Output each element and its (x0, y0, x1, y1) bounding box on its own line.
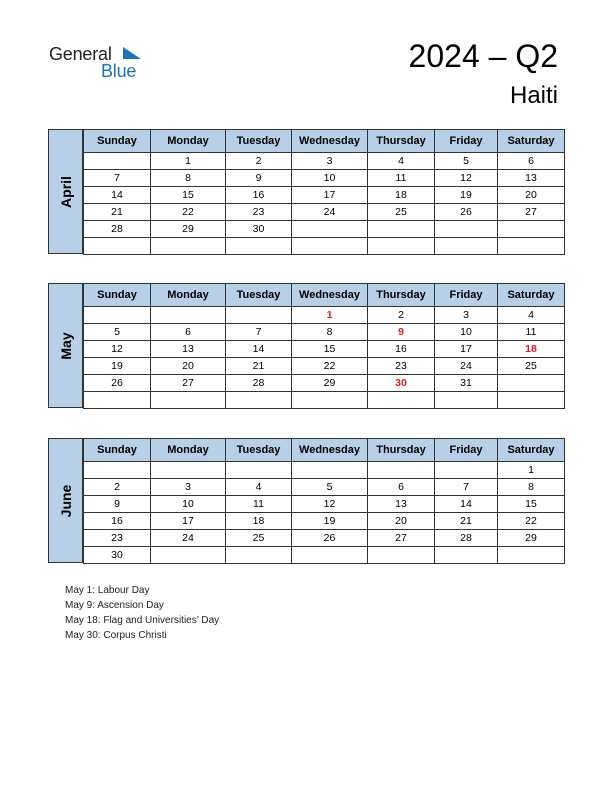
day-cell: 31 (435, 375, 498, 392)
day-cell: 7 (84, 170, 151, 187)
week-row (84, 358, 565, 375)
day-cell: 13 (498, 170, 565, 187)
day-cell: 19 (435, 187, 498, 204)
day-cell (498, 392, 565, 409)
day-cell: 4 (368, 153, 435, 170)
day-cell: 21 (435, 513, 498, 530)
day-cell: 25 (498, 358, 565, 375)
weekday-header: Monday (151, 130, 226, 153)
day-cell (498, 221, 565, 238)
page-title: 2024 – Q2 (408, 38, 558, 74)
generalblue-logo (49, 44, 149, 84)
weekday-header: Thursday (368, 439, 435, 462)
day-cell: 20 (151, 358, 226, 375)
week-row (84, 513, 565, 530)
month-label: April (57, 175, 74, 208)
day-cell: 30 (226, 221, 292, 238)
day-cell (292, 392, 368, 409)
day-cell: 14 (84, 187, 151, 204)
day-cell: 11 (368, 170, 435, 187)
day-cell: 4 (498, 307, 565, 324)
day-cell: 23 (226, 204, 292, 221)
day-cell: 5 (84, 324, 151, 341)
holiday-note: May 9: Ascension Day (65, 600, 164, 611)
weekday-header: Thursday (368, 284, 435, 307)
day-cell (292, 221, 368, 238)
day-cell: 7 (435, 479, 498, 496)
week-row (84, 187, 565, 204)
weekday-header: Tuesday (226, 130, 292, 153)
week-row (84, 204, 565, 221)
day-cell: 1 (151, 153, 226, 170)
day-cell (368, 547, 435, 564)
day-cell: 22 (151, 204, 226, 221)
day-cell: 22 (292, 358, 368, 375)
day-cell: 9 (226, 170, 292, 187)
day-cell: 24 (151, 530, 226, 547)
month-label: May (57, 331, 74, 360)
day-cell (498, 238, 565, 255)
day-cell (84, 153, 151, 170)
day-cell: 2 (84, 479, 151, 496)
day-cell: 27 (498, 204, 565, 221)
day-cell: 10 (435, 324, 498, 341)
day-cell: 15 (498, 496, 565, 513)
day-cell (151, 307, 226, 324)
month-april (48, 129, 564, 255)
day-cell: 15 (292, 341, 368, 358)
week-row (84, 341, 565, 358)
week-row (84, 221, 565, 238)
day-cell: 3 (292, 153, 368, 170)
day-cell: 21 (84, 204, 151, 221)
day-cell: 14 (226, 341, 292, 358)
day-cell (368, 392, 435, 409)
week-row (84, 547, 565, 564)
day-cell: 28 (226, 375, 292, 392)
day-cell (435, 392, 498, 409)
day-cell (292, 547, 368, 564)
day-cell: 29 (498, 530, 565, 547)
day-cell (368, 462, 435, 479)
logo-blue-text: Blue (101, 61, 137, 81)
day-cell (151, 462, 226, 479)
day-cell (226, 392, 292, 409)
weekday-header: Wednesday (292, 130, 368, 153)
holiday-notes (65, 583, 219, 643)
day-cell: 20 (368, 513, 435, 530)
day-cell: 26 (292, 530, 368, 547)
day-cell (226, 547, 292, 564)
holiday-note: May 30: Corpus Christi (65, 630, 167, 641)
day-cell (151, 547, 226, 564)
day-cell (368, 221, 435, 238)
weekday-header: Sunday (84, 439, 151, 462)
day-cell (435, 221, 498, 238)
day-cell: 19 (84, 358, 151, 375)
weekday-header: Friday (435, 284, 498, 307)
day-cell: 16 (84, 513, 151, 530)
day-cell (498, 375, 565, 392)
week-row (84, 496, 565, 513)
calendar-table (83, 283, 565, 409)
day-cell: 11 (498, 324, 565, 341)
day-cell: 15 (151, 187, 226, 204)
weekday-header: Saturday (498, 439, 565, 462)
day-cell: 12 (292, 496, 368, 513)
day-cell (435, 238, 498, 255)
day-cell: 9 (368, 324, 435, 341)
country-name: Haiti (509, 82, 558, 109)
day-cell: 28 (435, 530, 498, 547)
week-row (84, 238, 565, 255)
holiday-note: May 18: Flag and Universities’ Day (65, 615, 220, 626)
day-cell: 10 (151, 496, 226, 513)
day-cell: 17 (292, 187, 368, 204)
day-cell: 12 (84, 341, 151, 358)
day-cell: 18 (498, 341, 565, 358)
weekday-header: Monday (151, 284, 226, 307)
weekday-header: Sunday (84, 130, 151, 153)
day-cell (292, 462, 368, 479)
weekday-header-row (84, 439, 565, 462)
day-cell: 2 (226, 153, 292, 170)
day-cell: 23 (368, 358, 435, 375)
day-cell: 24 (435, 358, 498, 375)
weekday-header: Thursday (368, 130, 435, 153)
month-june (48, 438, 564, 564)
day-cell: 17 (151, 513, 226, 530)
day-cell (84, 392, 151, 409)
month-label: June (57, 484, 74, 517)
day-cell: 11 (226, 496, 292, 513)
day-cell: 21 (226, 358, 292, 375)
week-row (84, 479, 565, 496)
weekday-header: Tuesday (226, 284, 292, 307)
weekday-header: Friday (435, 130, 498, 153)
day-cell (226, 307, 292, 324)
month-label-cell (48, 283, 83, 408)
day-cell: 20 (498, 187, 565, 204)
weekday-header: Saturday (498, 284, 565, 307)
day-cell (151, 392, 226, 409)
day-cell: 30 (84, 547, 151, 564)
day-cell: 10 (292, 170, 368, 187)
logo-triangle-icon (123, 47, 141, 65)
day-cell: 23 (84, 530, 151, 547)
day-cell: 13 (368, 496, 435, 513)
day-cell: 26 (84, 375, 151, 392)
day-cell: 5 (292, 479, 368, 496)
day-cell: 2 (368, 307, 435, 324)
weekday-header: Wednesday (292, 284, 368, 307)
week-row (84, 462, 565, 479)
week-row (84, 530, 565, 547)
day-cell: 6 (151, 324, 226, 341)
calendar-table (83, 438, 565, 564)
day-cell: 1 (498, 462, 565, 479)
day-cell: 1 (292, 307, 368, 324)
holiday-note: May 1: Labour Day (65, 585, 150, 596)
day-cell (84, 307, 151, 324)
week-row (84, 375, 565, 392)
day-cell: 13 (151, 341, 226, 358)
day-cell (226, 462, 292, 479)
day-cell: 6 (368, 479, 435, 496)
day-cell: 25 (226, 530, 292, 547)
day-cell (435, 547, 498, 564)
day-cell: 5 (435, 153, 498, 170)
day-cell: 29 (292, 375, 368, 392)
day-cell: 22 (498, 513, 565, 530)
week-row (84, 153, 565, 170)
day-cell (84, 238, 151, 255)
weekday-header: Wednesday (292, 439, 368, 462)
day-cell: 7 (226, 324, 292, 341)
week-row (84, 324, 565, 341)
day-cell: 9 (84, 496, 151, 513)
day-cell: 14 (435, 496, 498, 513)
week-row (84, 307, 565, 324)
day-cell (435, 462, 498, 479)
day-cell: 26 (435, 204, 498, 221)
calendar-table (83, 129, 565, 255)
day-cell (368, 238, 435, 255)
day-cell: 8 (498, 479, 565, 496)
day-cell: 6 (498, 153, 565, 170)
day-cell: 3 (151, 479, 226, 496)
day-cell: 8 (292, 324, 368, 341)
day-cell (151, 238, 226, 255)
weekday-header: Saturday (498, 130, 565, 153)
day-cell (226, 238, 292, 255)
month-label-cell (48, 129, 83, 254)
week-row (84, 392, 565, 409)
day-cell (498, 547, 565, 564)
day-cell: 3 (435, 307, 498, 324)
day-cell: 25 (368, 204, 435, 221)
month-label-cell (48, 438, 83, 563)
day-cell: 18 (368, 187, 435, 204)
day-cell: 4 (226, 479, 292, 496)
weekday-header: Friday (435, 439, 498, 462)
day-cell: 16 (226, 187, 292, 204)
day-cell: 27 (368, 530, 435, 547)
week-row (84, 170, 565, 187)
weekday-header-row (84, 130, 565, 153)
day-cell: 12 (435, 170, 498, 187)
day-cell: 18 (226, 513, 292, 530)
weekday-header: Tuesday (226, 439, 292, 462)
day-cell: 17 (435, 341, 498, 358)
day-cell: 29 (151, 221, 226, 238)
day-cell: 28 (84, 221, 151, 238)
day-cell (292, 238, 368, 255)
day-cell: 24 (292, 204, 368, 221)
weekday-header: Sunday (84, 284, 151, 307)
day-cell: 19 (292, 513, 368, 530)
day-cell: 27 (151, 375, 226, 392)
logo-general-text: General (49, 44, 112, 64)
day-cell: 8 (151, 170, 226, 187)
day-cell (84, 462, 151, 479)
weekday-header: Monday (151, 439, 226, 462)
day-cell: 16 (368, 341, 435, 358)
weekday-header-row (84, 284, 565, 307)
day-cell: 30 (368, 375, 435, 392)
month-may (48, 283, 564, 409)
